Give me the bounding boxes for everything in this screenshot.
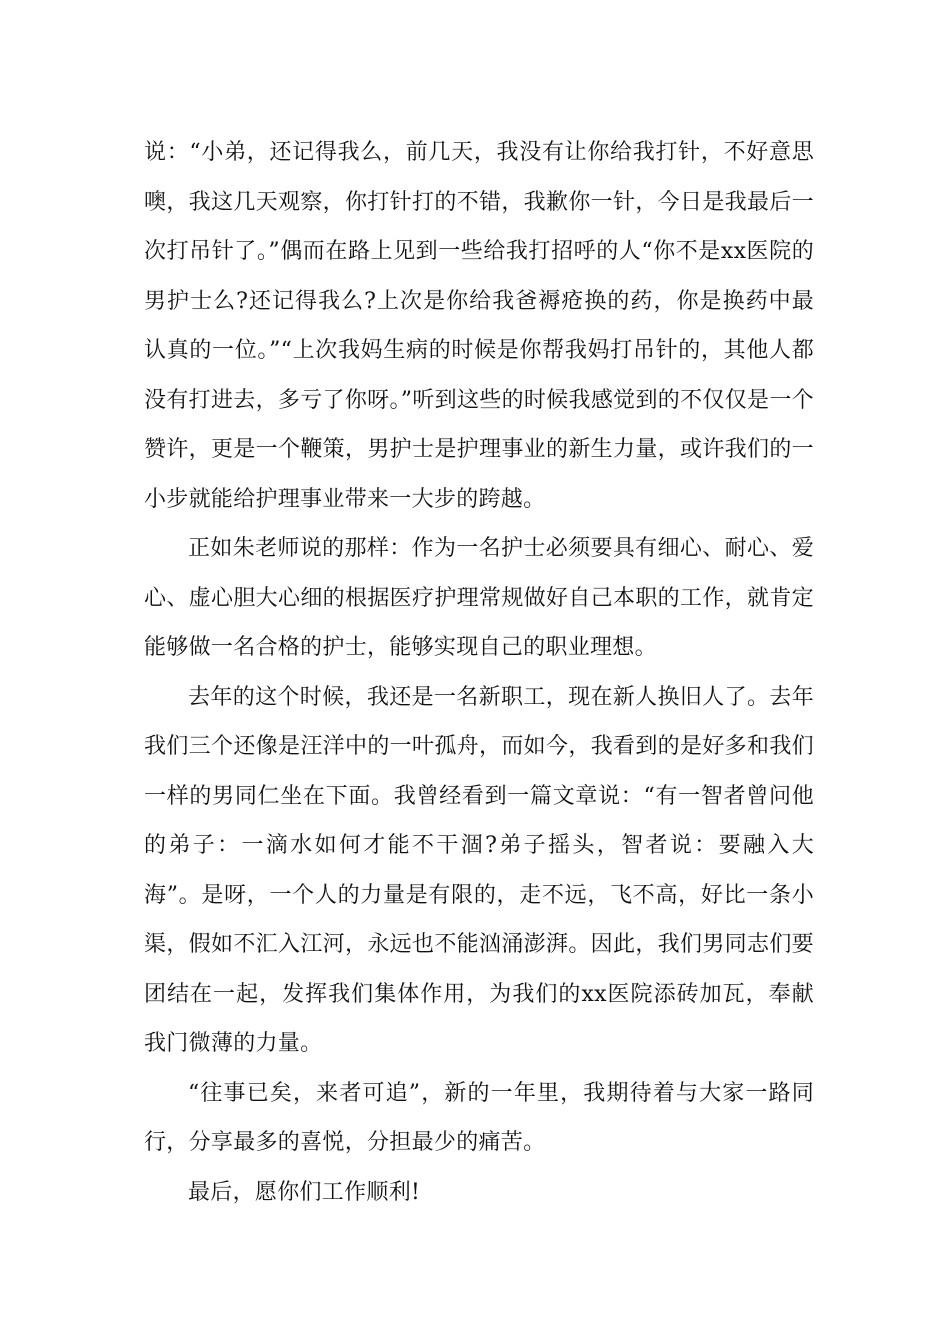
paragraph-continued: 说：“小弟，还记得我么，前几天，我没有让你给我打针，不好意思噢，我这几天观察，你打针打的不错，我歉你一针，今日是我最后一次打吊针了。”偶而在路上见到一些给我打招呼的人“你不是xx医院的男护士么?还记得我么?上次是你给我爸褥疮换的药，你是换药中最认真的一位。”“上次我妈生病的时候是你帮我妈打吊针的，其他人都没有打进去，多亏了你呀。”听到这些的时候我感觉到的不仅仅是一个赞许，更是一个鞭策，男护士是护理事业的新生力量，或许我们的一小步就能给护理事业带来一大步的跨越。 — [144, 140, 814, 512]
paragraph-last-year: 去年的这个时候，我还是一名新职工，现在新人换旧人了。去年我们三个还像是汪洋中的一叶孤舟，而如今，我看到的是好多和我们一样的男同仁坐在下面。我曾经看到一篇文章说：“有一智者曾问他的弟子：一滴水如何才能不干涸?弟子摇头，智者说：要融入大海”。是呀，一个人的力量是有限的，走不远，飞不高，好比一条小渠，假如不汇入江河，永远也不能汹涌澎湃。因此，我们男同志们要团结在一起，发挥我们集体作用，为我们的xx医院添砖加瓦，奉献我门微薄的力量。 — [144, 684, 814, 1056]
document-body — [144, 128, 814, 1217]
paragraph-teacher-quote: 正如朱老师说的那样：作为一名护士必须要具有细心、耐心、爱心、虚心胆大心细的根据医疗护理常规做好自己本职的工作，就肯定能够做一名合格的护士，能够实现自己的职业理想。 — [144, 536, 814, 660]
paragraph-new-year: “往事已矣，来者可追”，新的一年里，我期待着与大家一路同行，分享最多的喜悦，分担最少的痛苦。 — [144, 1080, 814, 1155]
paragraph-closing: 最后，愿你们工作顺利! — [188, 1179, 421, 1205]
